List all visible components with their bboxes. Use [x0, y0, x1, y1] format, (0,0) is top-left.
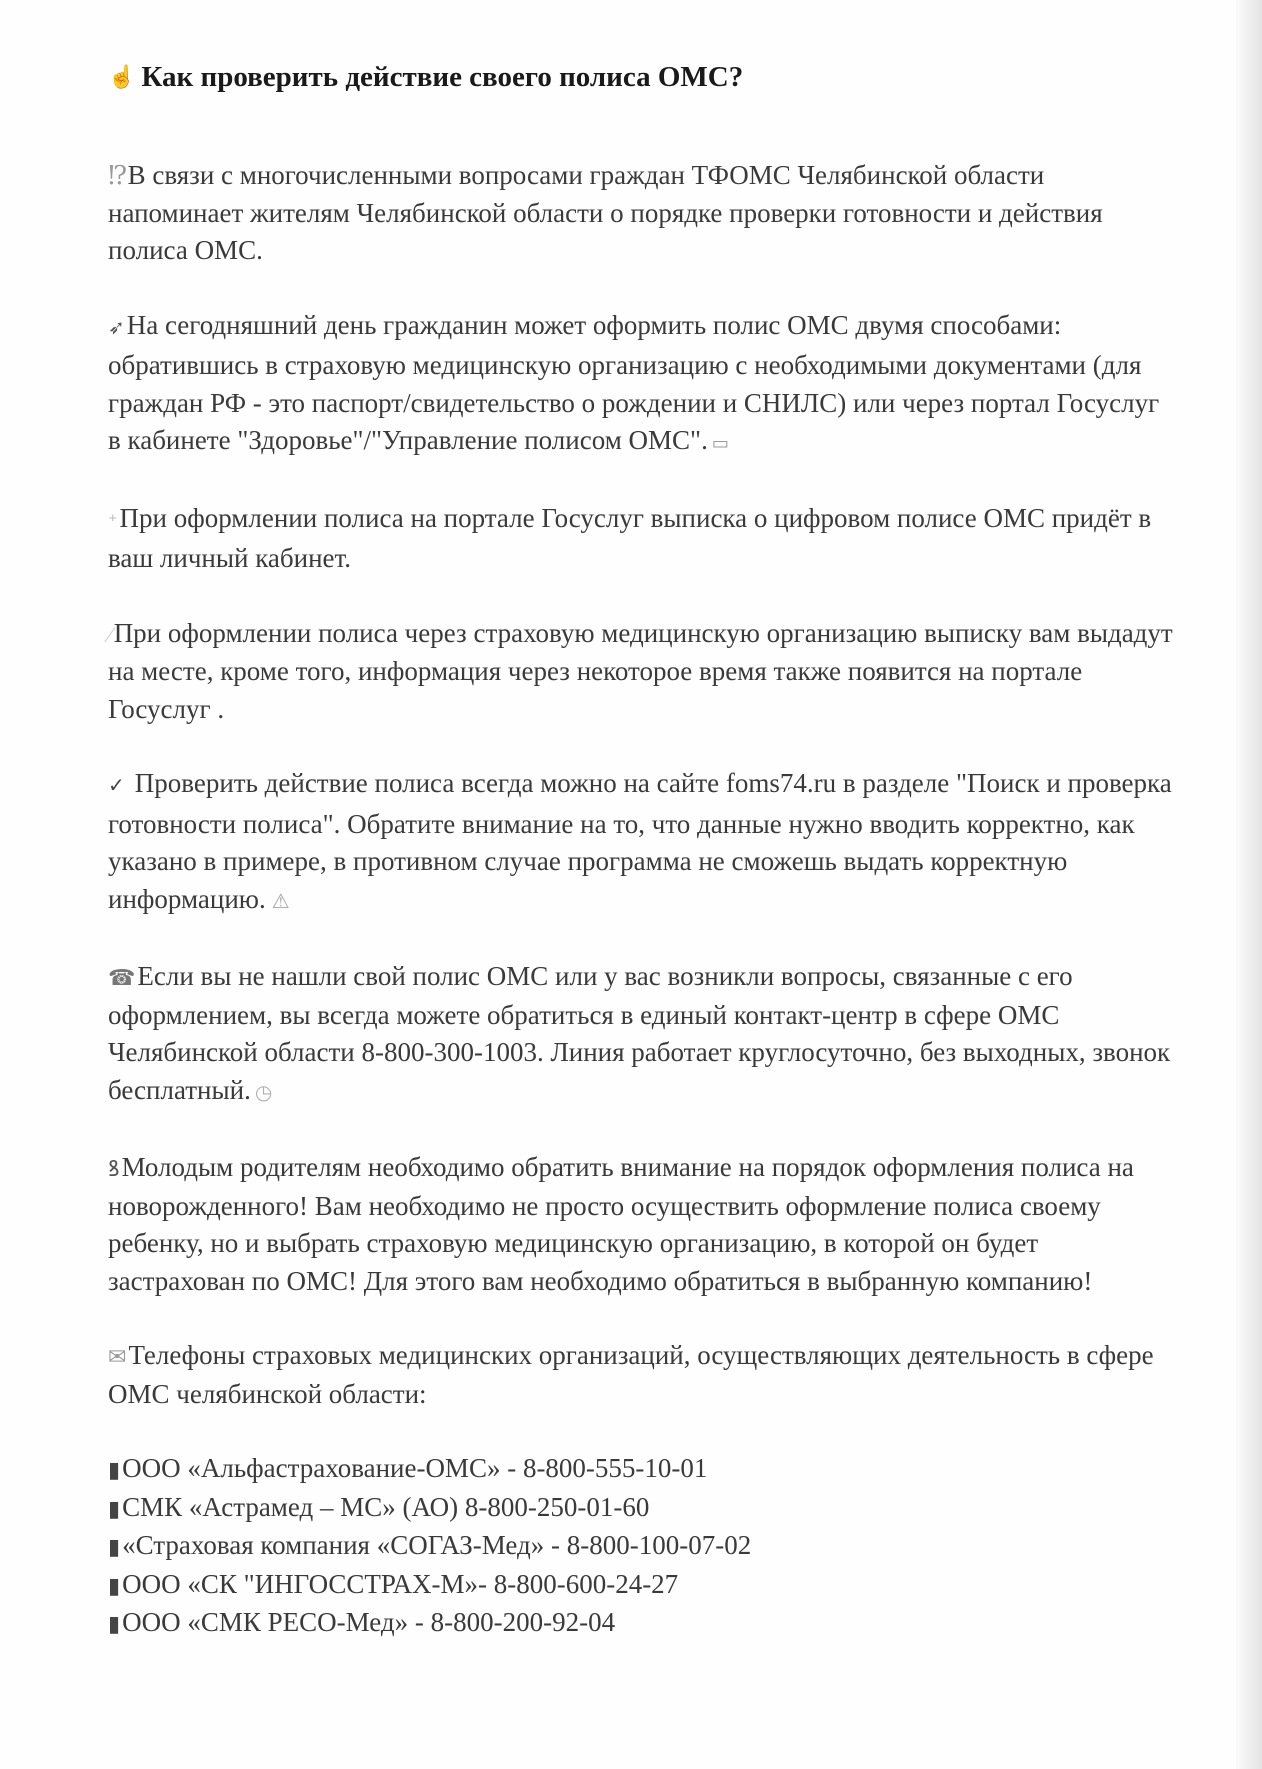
mobile-phone-icon: ▮ — [108, 1611, 121, 1636]
paragraph-methods-text: На сегодняшний день гражданин может оформить полис ОМС двумя способами: обратившись в страховую медицинскую организацию с необходимыми документами (для граждан РФ - это паспорт/свидетельство о рождении и СНИЛС) или через портал Госуслуг в кабинете "Здоровье"/"Управление полисом ОМС". — [108, 309, 1160, 455]
paragraph-insurer — [108, 615, 1178, 729]
document-content — [108, 52, 1178, 1643]
paragraph-contact-center — [108, 958, 1178, 1112]
paragraph-gosuslugi-text: При оформлении полиса на портале Госуслуг выписка о цифровом полисе ОМС придёт в ваш личный кабинет. — [108, 502, 1152, 573]
pushpin-icon: ➶ — [108, 316, 125, 339]
check-mark-icon: ✓ — [108, 775, 125, 797]
list-item — [108, 1566, 1178, 1605]
paragraph-check — [108, 765, 1178, 921]
mobile-phone-icon: ▮ — [108, 1457, 121, 1482]
mobile-phone-icon: ▮ — [108, 1495, 121, 1521]
company-text: ООО «СК "ИНГОССТРАХ-М»- 8-800-600-24-27 — [122, 1568, 679, 1599]
paragraph-methods — [108, 307, 1178, 463]
family-icon: ꝸ — [108, 1156, 120, 1181]
paragraph-parents-text: Молодым родителям необходимо обратить внимание на порядок оформления полиса на новорожденного! Вам необходимо не просто осуществить оформление полиса своему ребенку, но и выбрать страховую медицинскую организацию, в которой он будет застрахован по ОМС! Для этого вам необходимо обратиться в выбранную компанию! — [108, 1152, 1134, 1296]
list-item — [108, 1450, 1178, 1489]
paragraph-check-text: Проверить действие полиса всегда можно на сайте foms74.ru в разделе "Поиск и проверка готовности полиса". Обратите внимание на то, что данные нужно вводить корректно, как указано в примере, в противном случае программа не сможешь выдать корректную информацию. — [108, 768, 1172, 914]
envelope-icon: ✉ — [108, 1344, 127, 1369]
mobile-phone-icon: ▮ — [108, 1534, 121, 1559]
company-text: ООО «Альфастрахование-ОМС» - 8-800-555-10-01 — [122, 1453, 708, 1483]
company-text: «Страховая компания «СОГАЗ-Мед» - 8-800-100-07-02 — [122, 1530, 752, 1560]
telephone-icon: ☎ — [108, 965, 136, 990]
insurer-phone-list — [108, 1450, 1178, 1643]
company-text: ООО «СМК РЕСО-Мед» - 8-800-200-92-04 — [122, 1607, 616, 1637]
paragraph-parents — [108, 1149, 1178, 1300]
paragraph-insurer-text: При оформлении полиса через страховую медицинскую организацию выписку вам выдадут на месте, кроме того, информация через некоторое время также появится на портале Госуслуг . — [108, 617, 1173, 724]
warning-icon: ⚠ — [271, 890, 290, 913]
list-item — [108, 1527, 1178, 1566]
clock-icon: ◷ — [254, 1081, 273, 1104]
pencil-icon: ⁄ — [108, 621, 112, 647]
paragraph-gosuslugi — [108, 500, 1178, 578]
list-item — [108, 1604, 1178, 1643]
company-text: СМК «Астрамед – МС» (АО) 8-800-250-01-60 — [122, 1491, 650, 1522]
document-title-row — [108, 52, 1178, 102]
paragraph-phones-intro-text: Телефоны страховых медицинских организаций, осуществляющих деятельность в сфере ОМС челябинской области: — [108, 1340, 1154, 1409]
mobile-phone-icon: ▮ — [108, 1572, 121, 1598]
pointing-hand-icon: ☝ — [108, 64, 136, 89]
document-title: Как проверить действие своего полиса ОМС? — [141, 61, 744, 93]
sparkle-icon: ⁺ — [108, 510, 118, 531]
paragraph-intro-text: В связи с многочисленными вопросами граждан ТФОМС Челябинской области напоминает жителям Челябинской области о порядке проверки готовности и действия полиса ОМС. — [108, 160, 1103, 265]
exclamation-question-icon: ⁉ — [108, 161, 126, 190]
paragraph-contact-center-text: Если вы не нашли свой полис ОМС или у вас возникли вопросы, связанные с его оформлением, вы всегда можете обратиться в единый контакт-центр в сфере ОМС Челябинской области 8-800-300-1003. Линия работает круглосуточно, без выходных, звонок бесплатный. — [108, 961, 1171, 1105]
paragraph-intro — [108, 157, 1178, 270]
list-item — [108, 1489, 1178, 1528]
laptop-icon: ▭ — [711, 433, 729, 453]
scan-edge-shadow — [1236, 0, 1262, 1769]
paragraph-phones-intro — [108, 1337, 1178, 1413]
